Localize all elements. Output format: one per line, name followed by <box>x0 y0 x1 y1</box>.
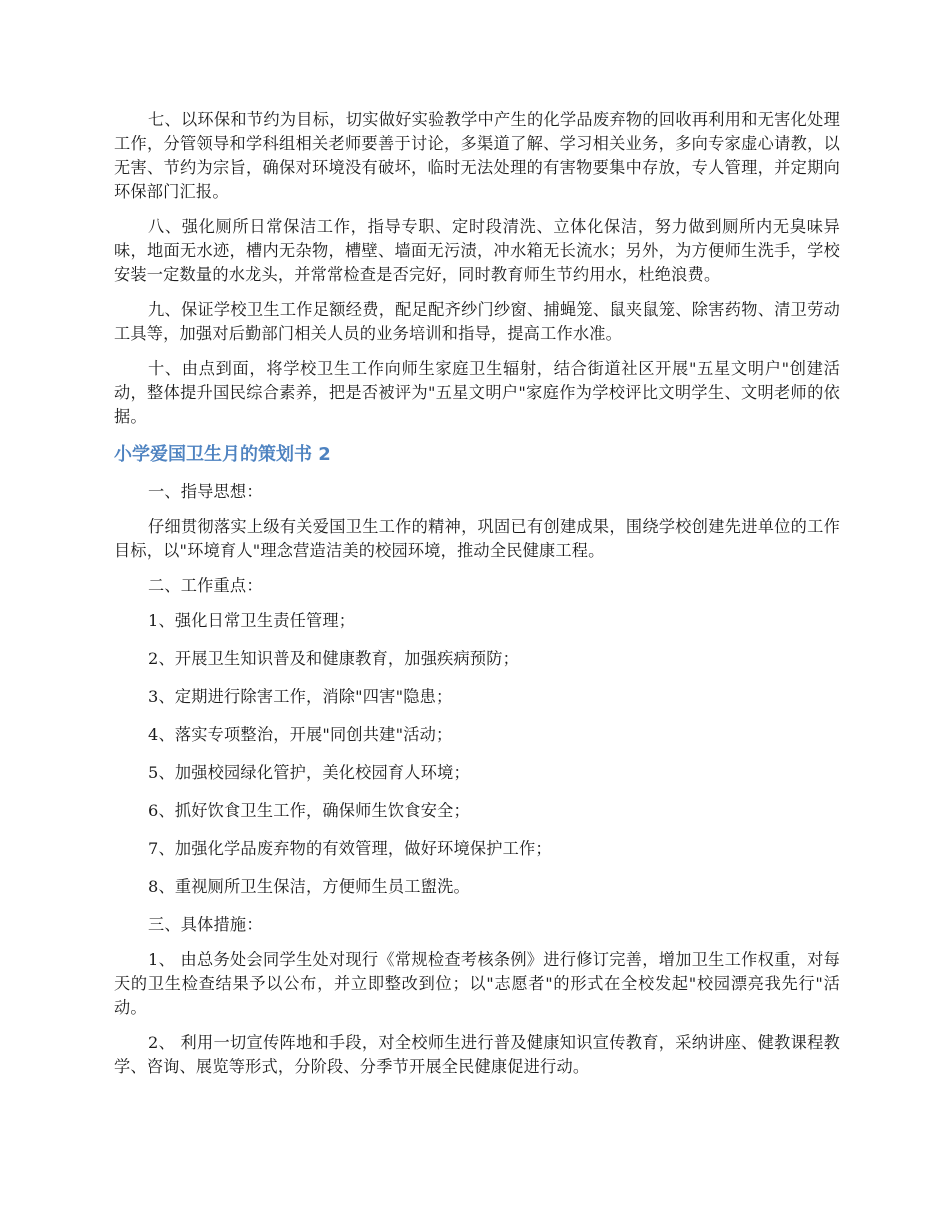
document-page <box>114 108 840 1090</box>
paragraph-ten: 十、由点到面，将学校卫生工作向师生家庭卫生辐射，结合街道社区开展"五星文明户"创建活动，整体提升国民综合素养，把是否被评为"五星文明户"家庭作为学校评比文明学生、文明老师的依据。 <box>114 359 840 426</box>
guiding-heading: 一、指导思想： <box>148 482 263 501</box>
focus-item: 3、定期进行除害工作，消除"四害"隐患； <box>148 687 453 706</box>
focus-item: 2、开展卫生知识普及和健康教育，加强疾病预防； <box>148 649 520 668</box>
paragraph-nine: 九、保证学校卫生工作足额经费，配足配齐纱门纱窗、捕蝇笼、鼠夹鼠笼、除害药物、清卫劳动工具等，加强对后勤部门相关人员的业务培训和指导，提高工作水准。 <box>114 300 840 343</box>
focus-item: 8、重视厕所卫生保洁，方便师生员工盥洗。 <box>148 877 470 896</box>
focus-heading: 二、工作重点： <box>148 576 263 595</box>
paragraph-eight: 八、强化厕所日常保洁工作，指导专职、定时段清洗、立体化保洁，努力做到厕所内无臭味异味，地面无水迹，槽内无杂物，槽壁、墙面无污渍，冲水箱无长流水；另外，为方便师生洗手，学校安装一定数量的水龙头，并常常检查是否完好，同时教育师生节约用水，杜绝浪费。 <box>114 217 840 284</box>
measure-item: 2、 利用一切宣传阵地和手段，对全校师生进行普及健康知识宣传教育，采纳讲座、健教课程教学、咨询、展览等形式，分阶段、分季节开展全民健康促进行动。 <box>114 1033 840 1076</box>
focus-item: 4、落实专项整治，开展"同创共建"活动； <box>148 725 453 744</box>
focus-item: 1、强化日常卫生责任管理； <box>148 611 356 630</box>
focus-item: 5、加强校园绿化管护，美化校园育人环境； <box>148 763 470 782</box>
measure-item: 1、 由总务处会同学生处对现行《常规检查考核条例》进行修订完善，增加卫生工作权重，对每天的卫生检查结果予以公布，并立即整改到位；以"志愿者"的形式在全校发起"校园漂亮我先行"活动。 <box>114 950 840 1017</box>
focus-item: 6、抓好饮食卫生工作，确保师生饮食安全； <box>148 801 470 820</box>
paragraph-seven: 七、以环保和节约为目标，切实做好实验教学中产生的化学品废弃物的回收再利用和无害化处理工作，分管领导和学科组相关老师要善于讨论，多渠道了解、学习相关业务，多向专家虚心请教，以无害、节约为宗旨，确保对环境没有破坏，临时无法处理的有害物要集中存放，专人管理，并定期向环保部门汇报。 <box>114 110 840 201</box>
measures-heading: 三、具体措施： <box>148 915 263 934</box>
section-title: 小学爱国卫生月的策划书 2 <box>114 444 331 465</box>
focus-item: 7、加强化学品废弃物的有效管理，做好环境保护工作； <box>148 839 552 858</box>
guiding-text: 仔细贯彻落实上级有关爱国卫生工作的精神，巩固已有创建成果，围绕学校创建先进单位的工作目标，以"环境育人"理念营造洁美的校园环境，推动全民健康工程。 <box>114 517 840 560</box>
